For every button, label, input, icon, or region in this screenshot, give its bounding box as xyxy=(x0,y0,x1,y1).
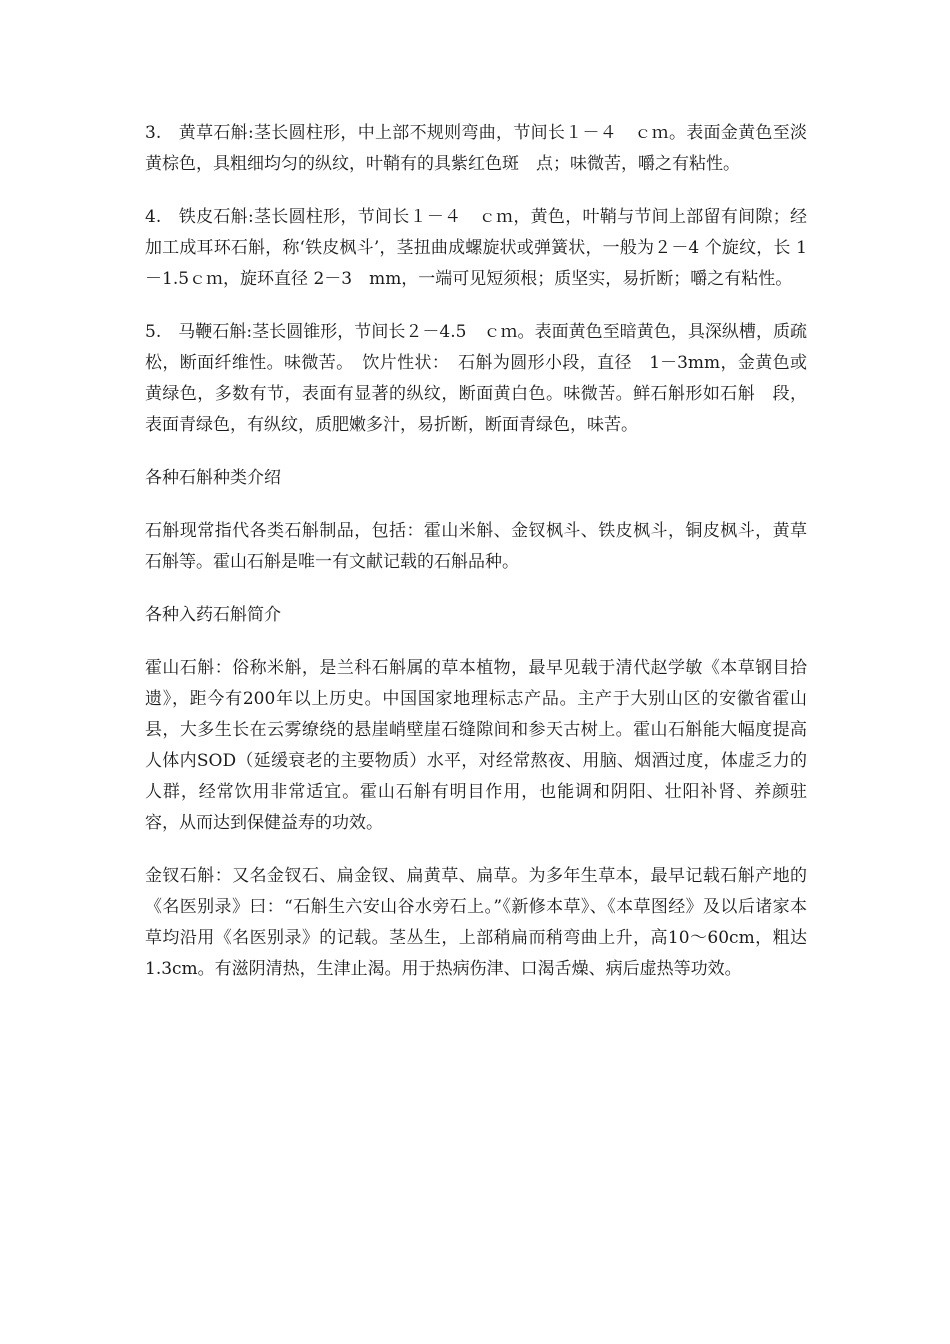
document-body xyxy=(145,118,807,1007)
paragraph-mabian-shihu: 5. 马鞭石斛:茎长圆锥形，节间长２－4.5 ｃｍ。表面黄色至暗黄色，具深纵槽，质疏松，断面纤维性。味微苦。 饮片性状： 石斛为圆形小段，直径 1－3mm，金黄色或黄绿色，多数有节，表面有显著的纵纹，断面黄白色。味微苦。鲜石斛形如石斛 段，表面青绿色，有纵纹，质肥嫩多汁，易折断，断面青绿色，味苦。 xyxy=(145,322,807,435)
section-heading-medicinal: 各种入药石斛简介 xyxy=(145,605,281,625)
paragraph-jinchai-shihu: 金钗石斛：又名金钗石、扁金钗、扁黄草、扁草。为多年生草本，最早记载石斛产地的《名医别录》曰：“石斛生六安山谷水旁石上。”《新修本草》、《本草图经》及以后诸家本草均沿用《名医别录》的记载。茎丛生，上部稍扁而稍弯曲上升，高10～60cm，粗达1.3cm。有滋阴清热，生津止渴。用于热病伤津、口渴舌燥、病后虚热等功效。 xyxy=(145,866,807,979)
paragraph-tiepi-shihu: 4. 铁皮石斛:茎长圆柱形，节间长１－４ ｃｍ，黄色，叶鞘与节间上部留有间隙；经加工成耳环石斛，称‘铁皮枫斗’，茎扭曲成螺旋状或弹簧状，一般为２－4 个旋纹，长 1－1.5ｃｍ，旋环直径 2－3 mm，一端可见短须根；质坚实，易折断；嚼之有粘性。 xyxy=(145,207,807,289)
section-heading-varieties: 各种石斛种类介绍 xyxy=(145,468,281,488)
paragraph-huoshan-shihu: 霍山石斛：俗称米斛，是兰科石斛属的草本植物，最早见载于清代赵学敏《本草钢目拾遗》，距今有200年以上历史。中国国家地理标志产品。主产于大别山区的安徽省霍山县，大多生长在云雾缭绕的悬崖峭壁崖石缝隙间和参天古树上。霍山石斛能大幅度提高人体内SOD（延缓衰老的主要物质）水平，对经常熬夜、用脑、烟酒过度，体虚乏力的人群，经常饮用非常适宜。霍山石斛有明目作用，也能调和阴阳、壮阳补肾、养颜驻容，从而达到保健益寿的功效。 xyxy=(145,658,807,833)
paragraph-varieties-intro: 石斛现常指代各类石斛制品，包括：霍山米斛、金钗枫斗、铁皮枫斗，铜皮枫斗，黄草石斛等。霍山石斛是唯一有文献记载的石斛品种。 xyxy=(145,521,807,572)
paragraph-huangcao-shihu: 3. 黄草石斛:茎长圆柱形，中上部不规则弯曲，节间长１－４ ｃｍ。表面金黄色至淡黄棕色，具粗细均匀的纵纹，叶鞘有的具紫红色斑 点；味微苦，嚼之有粘性。 xyxy=(145,123,807,174)
